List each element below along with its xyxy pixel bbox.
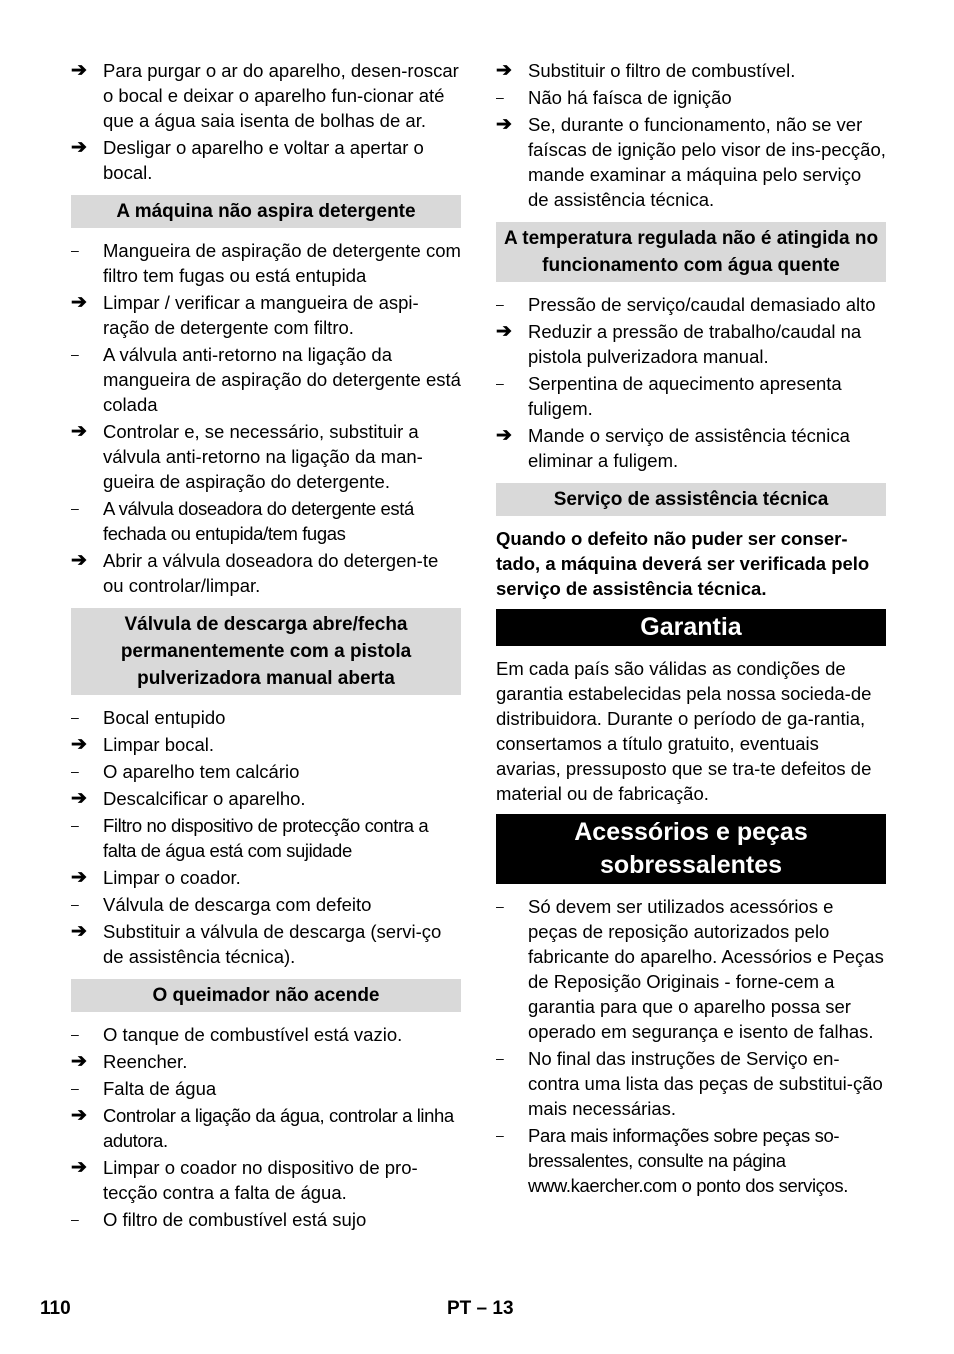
section-subheading: Serviço de assistência técnica bbox=[496, 483, 886, 516]
item-text: Válvula de descarga com defeito bbox=[103, 894, 372, 915]
bold-paragraph: Quando o defeito não puder ser conser-tado, a máquina deverá ser verificada pelo serviço de assistência técnica. bbox=[496, 528, 870, 599]
item-text: Falta de água bbox=[103, 1078, 217, 1099]
language-page-label: PT – 13 bbox=[447, 1298, 514, 1319]
item-text: Limpar bocal. bbox=[103, 734, 215, 755]
cause-item bbox=[496, 292, 886, 317]
item-text: Só devem ser utilizados acessórios e peças de reposição autorizados pelo fabricante do aparelho. Acessórios e Peças de Reposição Originais - forne-cem a garantia para que o aparelho possa ser operado em segurança e isento de falhas. bbox=[528, 896, 884, 1042]
arrow-right-icon: ➔ bbox=[71, 1051, 87, 1072]
cause-item bbox=[71, 238, 461, 288]
dash-bullet-icon: – bbox=[496, 375, 504, 391]
arrow-right-icon: ➔ bbox=[71, 550, 87, 571]
section-subheading: A temperatura regulada não é atingida no funcionamento com água quente bbox=[496, 222, 886, 282]
dash-bullet-icon: – bbox=[71, 1026, 79, 1042]
dash-bullet-icon: – bbox=[496, 1050, 504, 1066]
item-text: Filtro no dispositivo de protecção contra a falta de água está com sujidade bbox=[103, 815, 429, 861]
item-text: Descalcificar o aparelho. bbox=[103, 788, 306, 809]
item-text: Não há faísca de ignição bbox=[528, 87, 732, 108]
section-heading: Acessórios e peças sobressalentes bbox=[496, 814, 886, 884]
dash-bullet-icon: – bbox=[496, 89, 504, 105]
dash-bullet-icon: – bbox=[71, 242, 79, 258]
section-heading: Garantia bbox=[496, 609, 886, 646]
arrow-right-icon: ➔ bbox=[71, 1105, 87, 1126]
arrow-right-icon: ➔ bbox=[496, 114, 512, 135]
action-step bbox=[71, 865, 461, 890]
arrow-right-icon: ➔ bbox=[71, 1157, 87, 1178]
arrow-right-icon: ➔ bbox=[71, 137, 87, 158]
cause-item bbox=[71, 342, 461, 417]
cause-item bbox=[71, 1022, 461, 1047]
dash-bullet-icon: – bbox=[71, 1211, 79, 1227]
item-text: Mangueira de aspiração de detergente com filtro tem fugas ou está entupida bbox=[103, 240, 461, 286]
cause-item bbox=[71, 892, 461, 917]
arrow-right-icon: ➔ bbox=[496, 425, 512, 446]
item-text: Serpentina de aquecimento apresenta fuligem. bbox=[528, 373, 842, 419]
action-step bbox=[71, 732, 461, 757]
item-text: Se, durante o funcionamento, não se ver faíscas de ignição pelo visor de ins-pecção, mande examinar a máquina pelo serviço de assistência técnica. bbox=[528, 114, 886, 210]
dash-bullet-icon: – bbox=[71, 817, 79, 833]
cause-item bbox=[71, 1076, 461, 1101]
cause-item bbox=[71, 1207, 461, 1232]
cause-item bbox=[71, 813, 461, 863]
action-step bbox=[71, 548, 461, 598]
action-step bbox=[71, 290, 461, 340]
item-text: No final das instruções de Serviço en-contra uma lista das peças de substitui-ção mais necessárias. bbox=[528, 1048, 883, 1119]
dash-bullet-icon: – bbox=[71, 500, 79, 516]
cause-item bbox=[71, 759, 461, 784]
arrow-right-icon: ➔ bbox=[71, 921, 87, 942]
item-text: Mande o serviço de assistência técnica eliminar a fuligem. bbox=[528, 425, 850, 471]
item-text: Controlar e, se necessário, substituir a válvula anti-retorno na ligação da man-gueira de aspiração do detergente. bbox=[103, 421, 423, 492]
item-text: Para purgar o ar do aparelho, desen-roscar o bocal e deixar o aparelho fun-cionar até que a água saia isenta de bolhas de ar. bbox=[103, 60, 459, 131]
action-step bbox=[71, 1103, 461, 1153]
cause-item bbox=[71, 496, 461, 546]
left-column bbox=[71, 58, 461, 1234]
cause-item bbox=[496, 1123, 886, 1198]
item-text: Limpar o coador. bbox=[103, 867, 241, 888]
arrow-right-icon: ➔ bbox=[71, 292, 87, 313]
arrow-right-icon: ➔ bbox=[71, 867, 87, 888]
item-text: O filtro de combustível está sujo bbox=[103, 1209, 367, 1230]
action-step bbox=[496, 58, 886, 83]
action-step bbox=[71, 1155, 461, 1205]
item-text: Substituir o filtro de combustível. bbox=[528, 60, 796, 81]
cause-item bbox=[71, 705, 461, 730]
item-text: Desligar o aparelho e voltar a apertar o bocal. bbox=[103, 137, 424, 183]
dash-bullet-icon: – bbox=[496, 1127, 504, 1143]
page-number: 110 bbox=[40, 1298, 71, 1319]
arrow-right-icon: ➔ bbox=[71, 788, 87, 809]
paragraph: Em cada país são válidas as condições de garantia estabelecidas pela nossa socieda-de distribuidora. Durante o período de ga-rantia, consertamos a título gratuito, eventuais avarias, pressuposto que se tra-te defeitos de material ou de fabricação. bbox=[496, 658, 872, 804]
arrow-right-icon: ➔ bbox=[71, 734, 87, 755]
action-step bbox=[496, 319, 886, 369]
action-step bbox=[496, 112, 886, 212]
dash-bullet-icon: – bbox=[71, 896, 79, 912]
cause-item bbox=[496, 371, 886, 421]
item-text: A válvula doseadora do detergente está fechada ou entupida/tem fugas bbox=[103, 498, 414, 544]
dash-bullet-icon: – bbox=[496, 898, 504, 914]
item-text: Reduzir a pressão de trabalho/caudal na pistola pulverizadora manual. bbox=[528, 321, 862, 367]
item-text: O tanque de combustível está vazio. bbox=[103, 1024, 403, 1045]
dash-bullet-icon: – bbox=[71, 763, 79, 779]
arrow-right-icon: ➔ bbox=[496, 60, 512, 81]
action-step bbox=[71, 135, 461, 185]
dash-bullet-icon: – bbox=[496, 296, 504, 312]
right-column bbox=[496, 58, 886, 1200]
cause-item bbox=[496, 894, 886, 1044]
item-text: Reencher. bbox=[103, 1051, 188, 1072]
cause-item bbox=[496, 1046, 886, 1121]
action-step bbox=[71, 786, 461, 811]
action-step bbox=[496, 423, 886, 473]
action-step bbox=[71, 58, 461, 133]
dash-bullet-icon: – bbox=[71, 709, 79, 725]
arrow-right-icon: ➔ bbox=[496, 321, 512, 342]
section-subheading: Válvula de descarga abre/fecha permanentemente com a pistola pulverizadora manual aberta bbox=[71, 608, 461, 695]
arrow-right-icon: ➔ bbox=[71, 421, 87, 442]
item-text: A válvula anti-retorno na ligação da mangueira de aspiração do detergente está colada bbox=[103, 344, 461, 415]
arrow-right-icon: ➔ bbox=[71, 60, 87, 81]
item-text: Para mais informações sobre peças so-bressalentes, consulte na página www.kaercher.com o ponto dos serviços. bbox=[528, 1125, 849, 1196]
dash-bullet-icon: – bbox=[71, 346, 79, 362]
item-text: Controlar a ligação da água, controlar a linha adutora. bbox=[103, 1105, 454, 1151]
action-step bbox=[71, 919, 461, 969]
item-text: Abrir a válvula doseadora do detergen-te ou controlar/limpar. bbox=[103, 550, 439, 596]
item-text: Limpar o coador no dispositivo de pro-tecção contra a falta de água. bbox=[103, 1157, 418, 1203]
action-step bbox=[71, 1049, 461, 1074]
section-subheading: A máquina não aspira detergente bbox=[71, 195, 461, 228]
action-step bbox=[71, 419, 461, 494]
item-text: Pressão de serviço/caudal demasiado alto bbox=[528, 294, 876, 315]
item-text: O aparelho tem calcário bbox=[103, 761, 300, 782]
item-text: Bocal entupido bbox=[103, 707, 226, 728]
item-text: Limpar / verificar a mangueira de aspi-ração de detergente com filtro. bbox=[103, 292, 419, 338]
section-subheading: O queimador não acende bbox=[71, 979, 461, 1012]
item-text: Substituir a válvula de descarga (servi-ço de assistência técnica). bbox=[103, 921, 442, 967]
cause-item bbox=[496, 85, 886, 110]
dash-bullet-icon: – bbox=[71, 1080, 79, 1096]
